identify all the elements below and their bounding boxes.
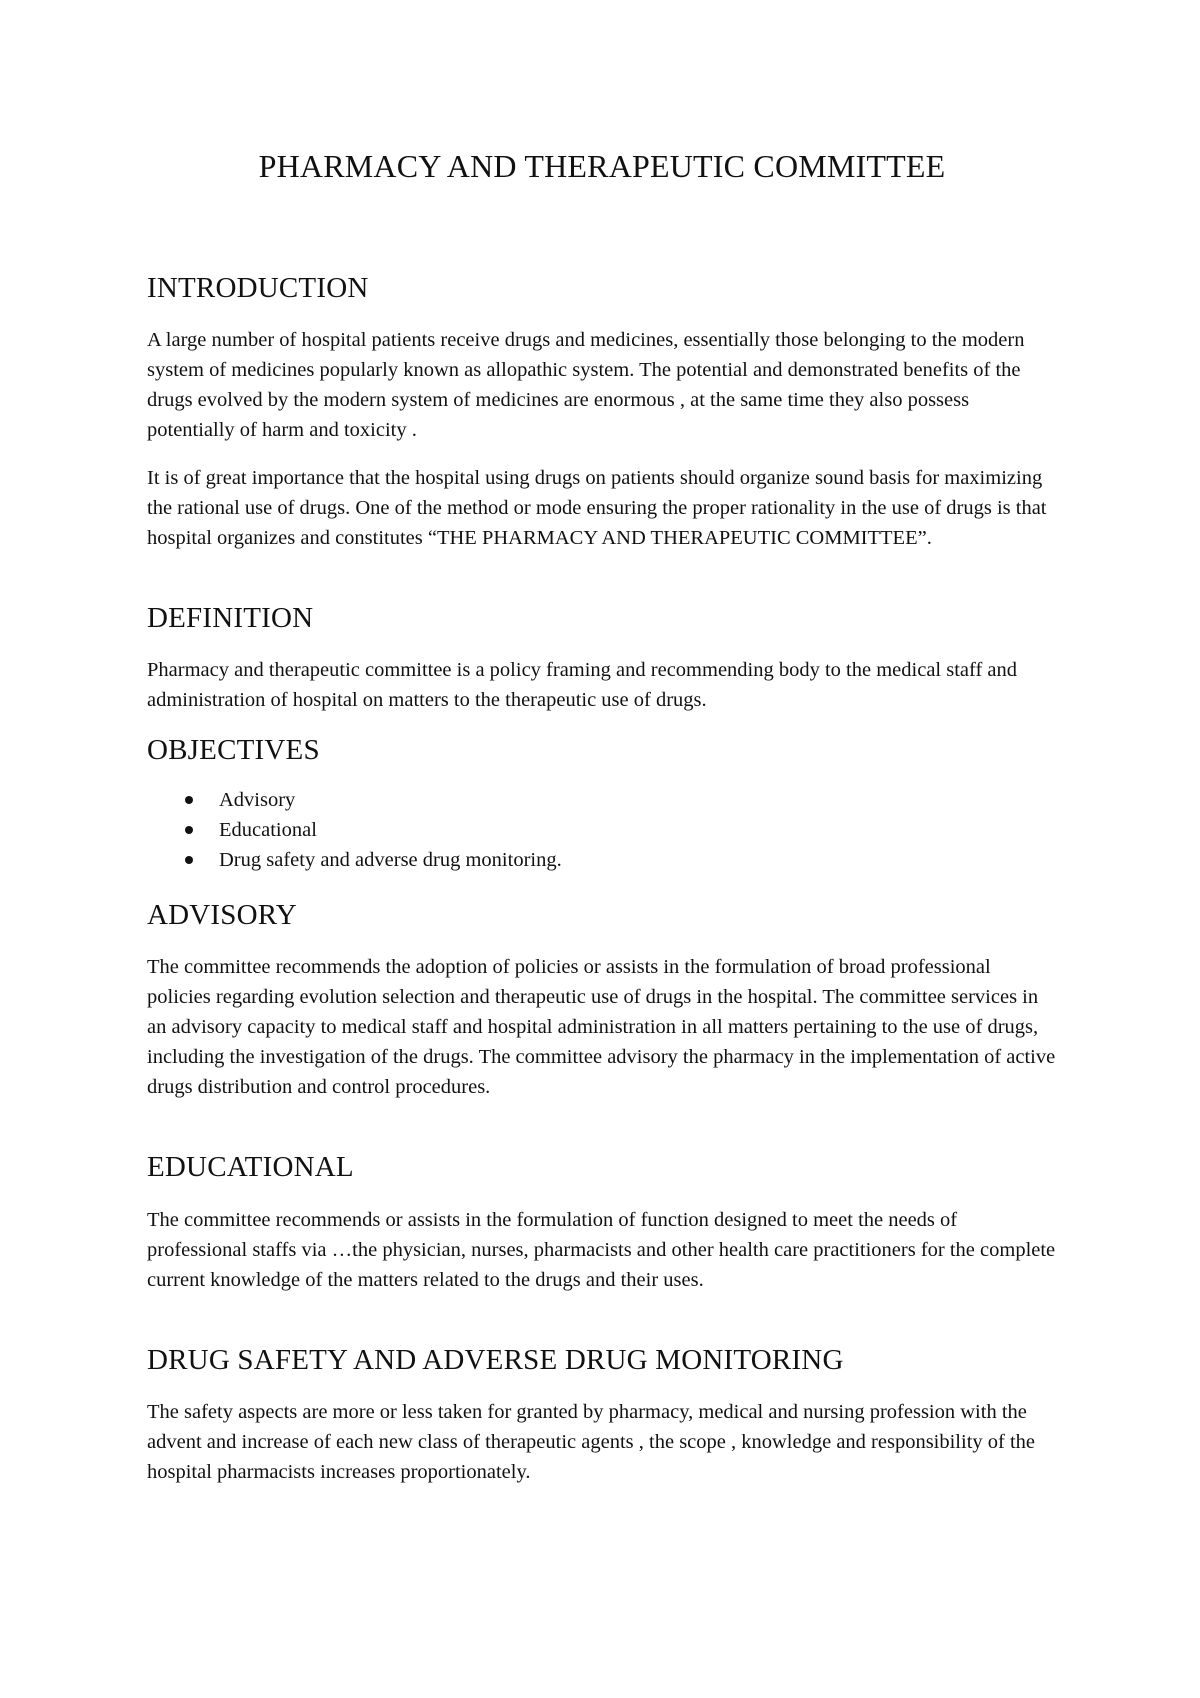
bullet-icon [185, 796, 193, 804]
objective-advisory: Advisory [219, 789, 296, 811]
list-item [147, 785, 562, 815]
objective-drug-safety: Drug safety and adverse drug monitoring. [219, 849, 562, 871]
introduction-paragraph-2: It is of great importance that the hospital using drugs on patients should organize sound basis for maximizing the rational use of drugs. One of the method or mode ensuring the proper rationality in the use of drugs is that hospital organizes and constitutes “THE PHARMACY AND THERAPEUTIC COMMITTEE”. [147, 467, 1047, 549]
introduction-paragraph-1: A large number of hospital patients receive drugs and medicines, essentially those belonging to the modern system of medicines popularly known as allopathic system. The potential and demonstrated benefits of the drugs evolved by the modern system of medicines are enormous , at the same time they also possess potentially of harm and toxicity . [147, 329, 1025, 441]
objectives-list [147, 785, 562, 875]
educational-paragraph: The committee recommends or assists in the formulation of function designed to meet the needs of professional staffs via …the physician, nurses, pharmacists and other health care practitioners for the complete current knowledge of the matters related to the drugs and their uses. [147, 1209, 1056, 1291]
objective-educational: Educational [219, 819, 317, 841]
definition-heading: DEFINITION [147, 602, 314, 634]
advisory-paragraph: The committee recommends the adoption of policies or assists in the formulation of broad professional policies regarding evolution selection and therapeutic use of drugs in the hospital. The committee services in an advisory capacity to medical staff and hospital administration in all matters pertaining to the use of drugs, including the investigation of the drugs. The committee advisory the pharmacy in the implementation of active drugs distribution and control procedures. [147, 956, 1056, 1098]
advisory-heading: ADVISORY [147, 899, 297, 931]
definition-paragraph: Pharmacy and therapeutic committee is a policy framing and recommending body to the medical staff and administration of hospital on matters to the therapeutic use of drugs. [147, 659, 1018, 711]
bullet-icon [185, 826, 193, 834]
educational-heading: EDUCATIONAL [147, 1151, 354, 1183]
list-item [147, 815, 562, 845]
drug-safety-paragraph: The safety aspects are more or less taken for granted by pharmacy, medical and nursing profession with the advent and increase of each new class of therapeutic agents , the scope , knowledge and responsibility of the hospital pharmacists increases proportionately. [147, 1401, 1036, 1483]
bullet-icon [185, 856, 193, 864]
document-title: PHARMACY AND THERAPEUTIC COMMITTEE [258, 148, 946, 184]
list-item [147, 845, 562, 875]
introduction-heading: INTRODUCTION [147, 272, 369, 304]
drug-safety-heading: DRUG SAFETY AND ADVERSE DRUG MONITORING [147, 1344, 844, 1376]
objectives-heading: OBJECTIVES [147, 734, 320, 766]
